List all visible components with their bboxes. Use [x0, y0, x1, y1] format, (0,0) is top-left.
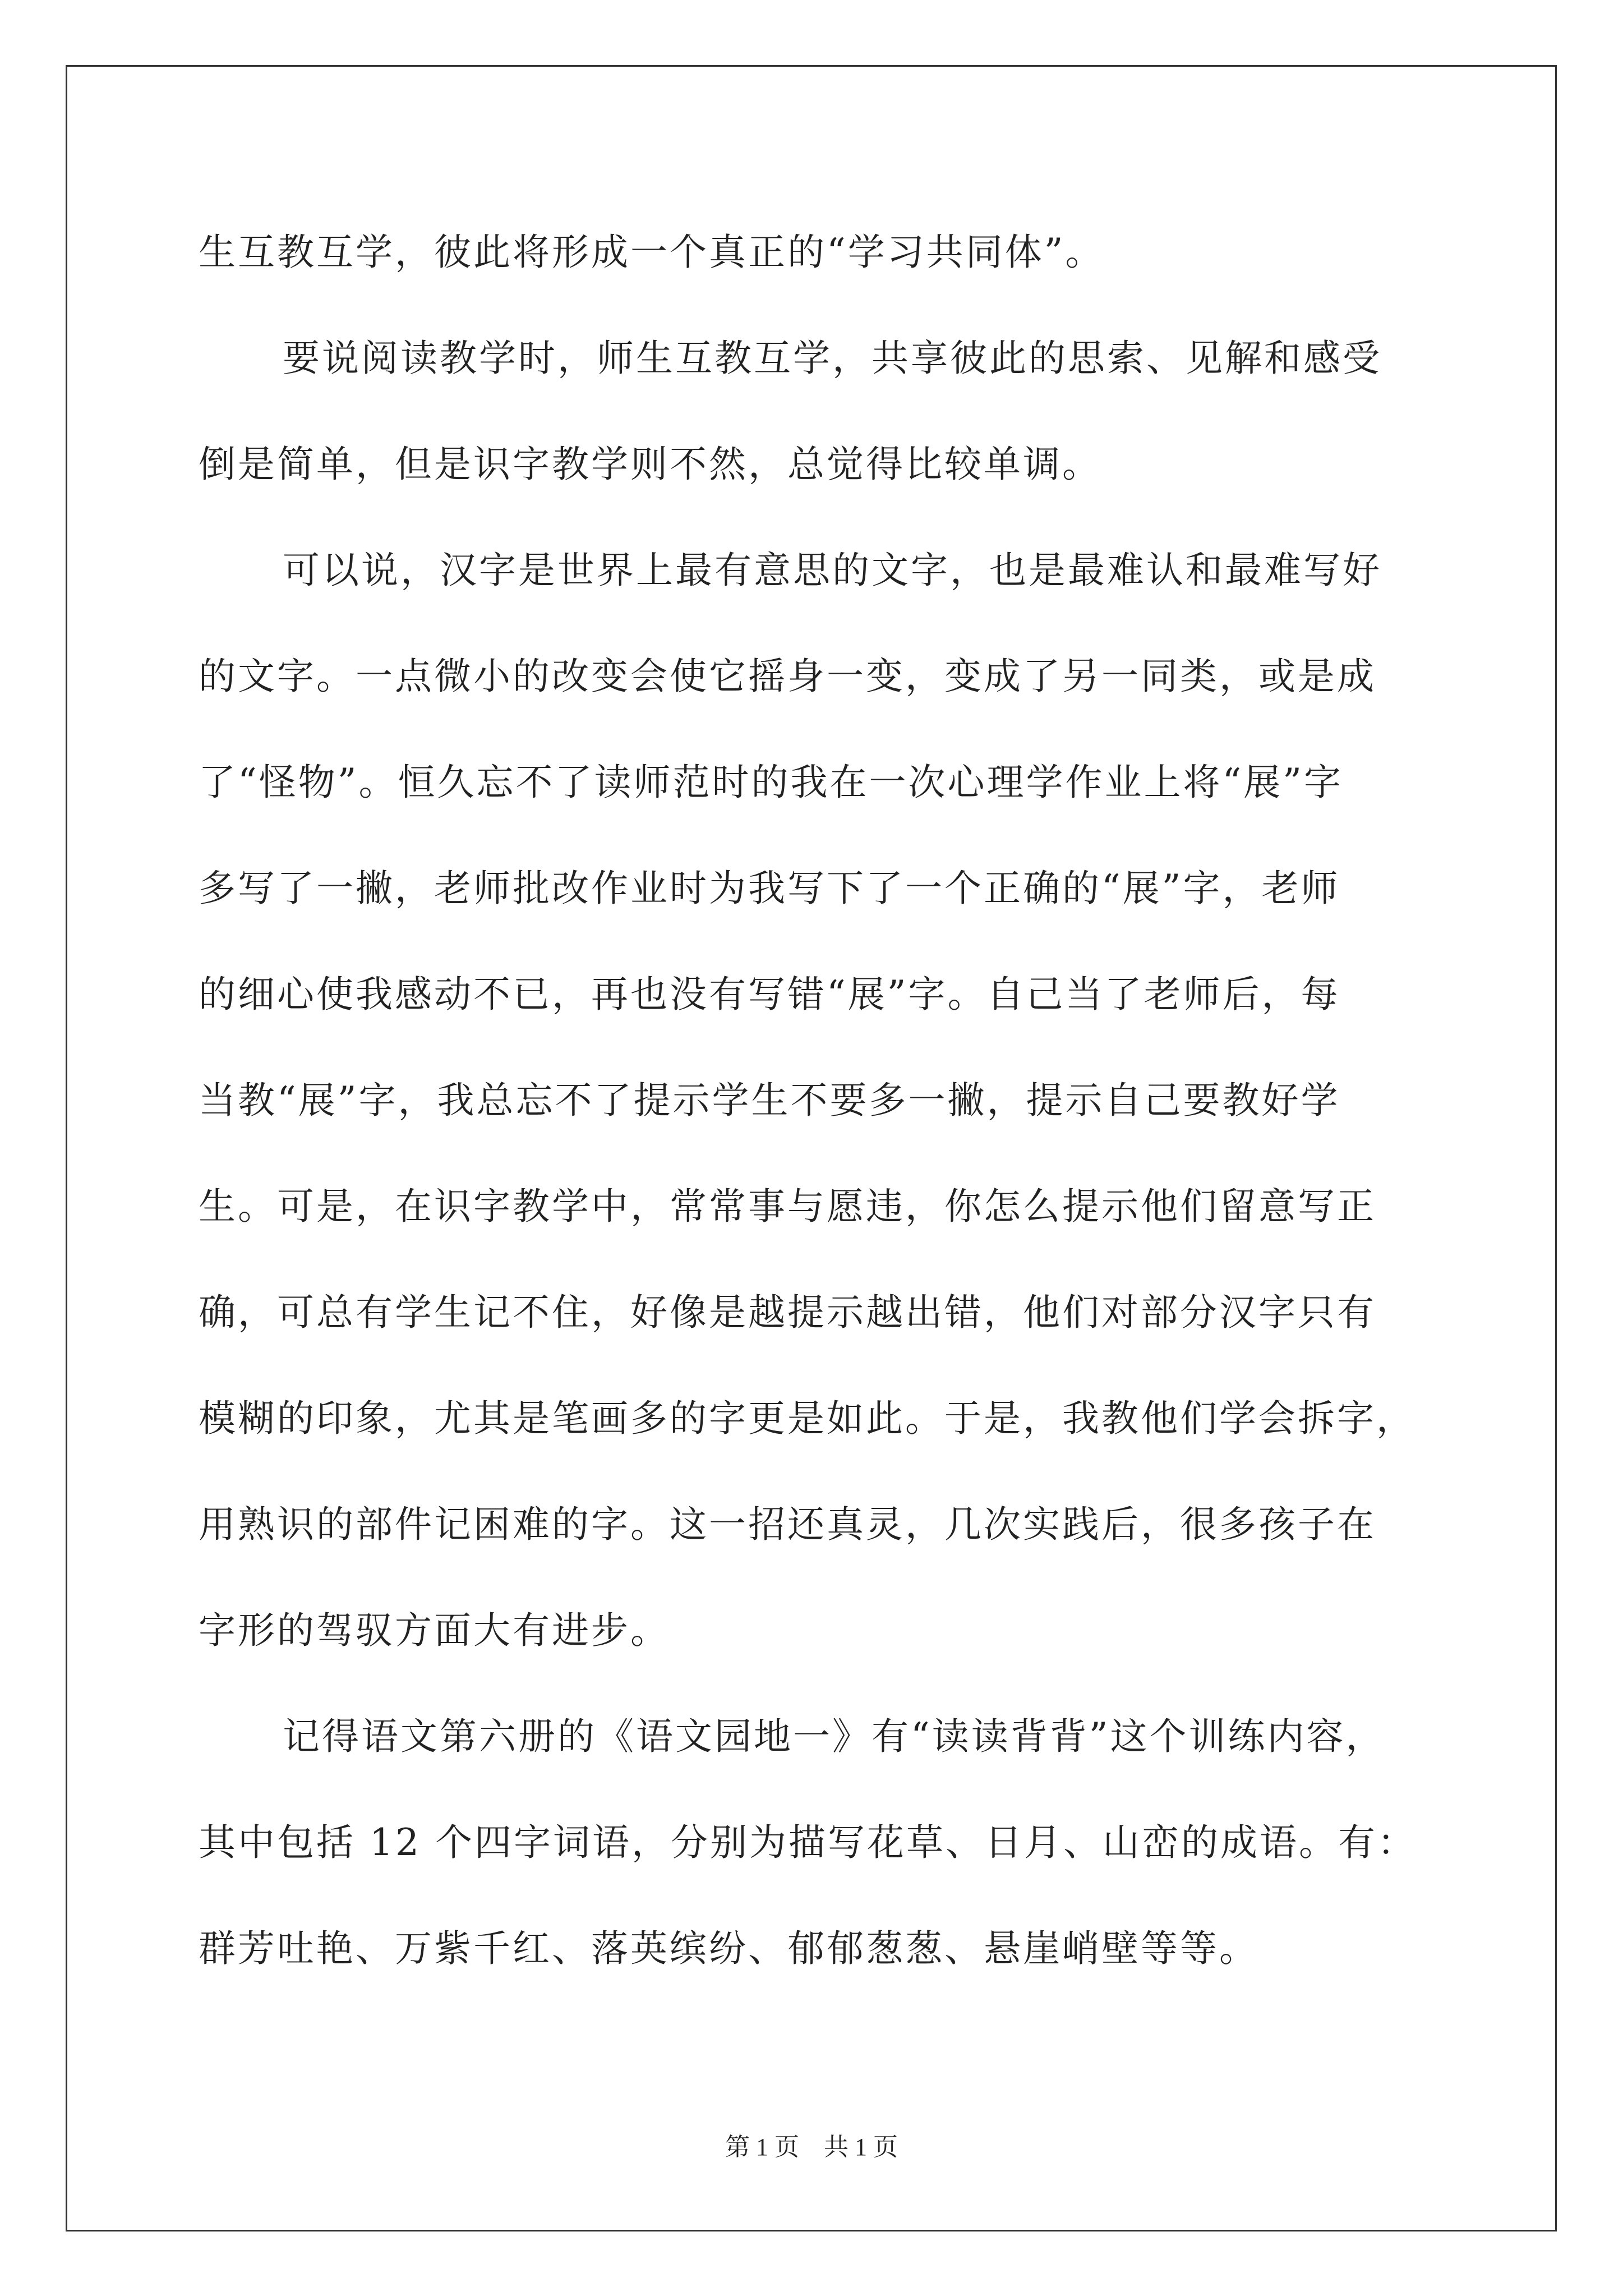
- text-line-1: 生互教互学，彼此将形成一个真正的“学习共同体”。: [199, 231, 1105, 274]
- text-line-11: 确，可总有学生记不住，好像是越提示越出错，他们对部分汉字只有: [199, 1291, 1376, 1334]
- text-line-4: 可以说，汉字是世界上最有意思的文字，也是最难认和最难写好: [283, 549, 1382, 592]
- text-line-17: 群芳吐艳、万紫千红、落英缤纷、郁郁葱葱、悬崖峭壁等等。: [199, 1927, 1258, 1970]
- text-line-15: 记得语文第六册的《语文园地一》有“读读背背”这个训练内容，: [283, 1715, 1385, 1758]
- text-line-6: 了“怪物”。恒久忘不了读师范时的我在一次心理学作业上将“展”字: [199, 761, 1343, 804]
- document-body: [199, 199, 1427, 2001]
- text-line-5: 的文字。一点微小的改变会使它摇身一变，变成了另一同类，或是成: [199, 655, 1376, 698]
- text-line-14: 字形的驾驭方面大有进步。: [199, 1609, 670, 1652]
- text-line-13: 用熟识的部件记困难的字。这一招还真灵，几次实践后，很多孩子在: [199, 1503, 1376, 1546]
- text-line-16: 其中包括 12 个四字词语，分别为描写花草、日月、山峦的成语。有：: [199, 1821, 1417, 1864]
- text-line-2: 要说阅读教学时，师生互教互学，共享彼此的思索、见解和感受: [283, 337, 1382, 380]
- text-line-12: 模糊的印象，尤其是笔画多的字更是如此。于是，我教他们学会拆字，: [199, 1397, 1415, 1440]
- text-line-3: 倒是简单，但是识字教学则不然，总觉得比较单调。: [199, 443, 1101, 486]
- text-line-8: 的细心使我感动不已，再也没有写错“展”字。自己当了老师后，每: [199, 973, 1340, 1016]
- text-line-10: 生。可是，在识字教学中，常常事与愿违，你怎么提示他们留意写正: [199, 1185, 1376, 1228]
- text-line-7: 多写了一撇，老师批改作业时为我写下了一个正确的“展”字，老师: [199, 867, 1340, 910]
- page-number-footer: 第 1 页 共 1 页: [725, 2133, 898, 2161]
- text-line-9: 当教“展”字，我总忘不了提示学生不要多一撇，提示自己要教好学: [199, 1079, 1340, 1122]
